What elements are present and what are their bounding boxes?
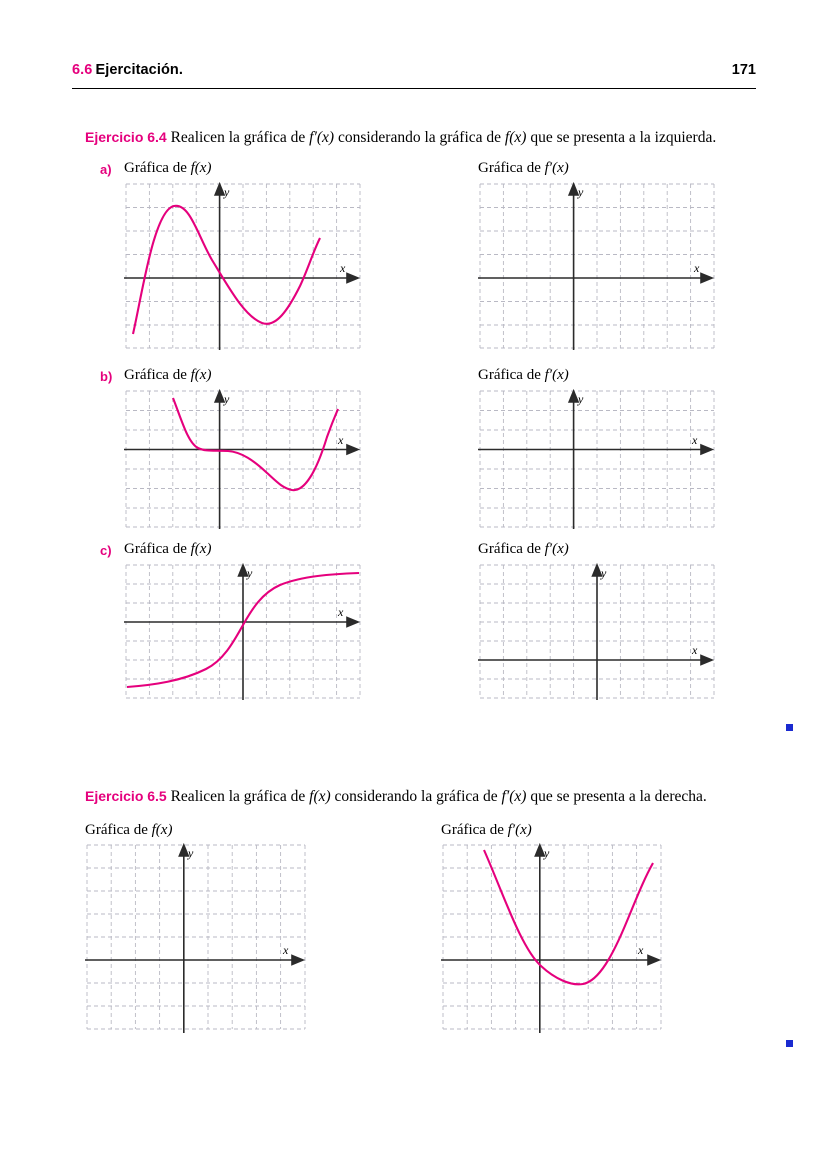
end-of-exercise-marker (786, 724, 793, 731)
caption-a-left (124, 160, 211, 177)
axis-label-x: x (338, 433, 344, 447)
caption-c-right (478, 541, 569, 558)
exercise-6-4-fn1: f′(x) (309, 129, 335, 146)
section-number: 6.6 (72, 62, 93, 78)
graph-c-fprime (478, 563, 716, 700)
exercise-6-5-fn2: f′(x) (501, 788, 527, 805)
exercise-6-4-fn2: f(x) (504, 129, 527, 146)
exercise-6-4-tag: Ejercicio 6.4 (85, 129, 167, 145)
caption-b-right (478, 367, 569, 384)
axis-label-x: x (692, 643, 698, 657)
axis-label-y: y (224, 392, 230, 406)
exercise-6-4-statement (85, 128, 716, 147)
exercise-6-5-text-pre: Realicen la gráfica de (166, 788, 310, 805)
exercise-6-5-tag: Ejercicio 6.5 (85, 788, 167, 804)
axis-label-y: y (224, 185, 230, 199)
axis-label-x: x (638, 943, 644, 957)
part-label-c: c) (100, 543, 112, 558)
part-label-a: a) (100, 162, 112, 177)
caption-b-right-pre: Gráfica de (478, 367, 545, 383)
axis-label-x: x (694, 261, 700, 275)
caption-a-left-pre: Gráfica de (124, 160, 191, 176)
caption-a-right-pre: Gráfica de (478, 160, 545, 176)
graph-a-fprime (478, 182, 716, 350)
page-number: 171 (731, 62, 756, 78)
caption-a-right-fn: f′(x) (544, 160, 569, 176)
caption-b-right-fn: f′(x) (544, 367, 569, 383)
caption-c-right-pre: Gráfica de (478, 541, 545, 557)
caption-65-right-fn: f′(x) (507, 822, 532, 838)
exercise-6-5-fn1: f(x) (309, 788, 331, 805)
caption-65-left (85, 822, 172, 839)
axis-label-x: x (692, 433, 698, 447)
axis-label-y: y (578, 392, 584, 406)
header-section (72, 62, 183, 78)
graph-65-fx (85, 843, 307, 1033)
graph-b-fx (124, 389, 362, 529)
page-header (72, 62, 756, 90)
caption-b-left-pre: Gráfica de (124, 367, 191, 383)
exercise-6-5-text-post: que se presenta a la derecha. (526, 788, 707, 805)
caption-c-left-fn: f(x) (190, 541, 212, 557)
caption-65-right-pre: Gráfica de (441, 822, 508, 838)
exercise-6-4-text-post: que se presenta a la izquierda. (526, 129, 717, 146)
graph-b-fprime (478, 389, 716, 529)
graph-65-fprime (441, 843, 663, 1033)
axis-label-y: y (601, 566, 607, 580)
part-label-b: b) (100, 369, 113, 384)
axis-label-x: x (283, 943, 289, 957)
caption-a-left-fn: f(x) (190, 160, 212, 176)
caption-c-left (124, 541, 211, 558)
section-title: Ejercitación. (95, 62, 183, 78)
caption-b-left (124, 367, 211, 384)
caption-b-left-fn: f(x) (190, 367, 212, 383)
axis-label-y: y (544, 846, 550, 860)
graph-c-fx (124, 563, 362, 700)
exercise-6-4-text-mid: considerando la gráfica de (334, 129, 505, 146)
axis-label-x: x (338, 605, 344, 619)
caption-c-left-pre: Gráfica de (124, 541, 191, 557)
caption-65-right (441, 822, 532, 839)
axis-label-y: y (247, 566, 253, 580)
axis-label-y: y (578, 185, 584, 199)
caption-c-right-fn: f′(x) (544, 541, 569, 557)
axis-label-x: x (340, 261, 346, 275)
end-of-exercise-marker (786, 1040, 793, 1047)
graph-a-fx (124, 182, 362, 350)
axis-label-y: y (188, 846, 194, 860)
exercise-6-5-statement (85, 787, 707, 806)
exercise-6-5-text-mid: considerando la gráfica de (330, 788, 502, 805)
caption-a-right (478, 160, 569, 177)
exercise-6-4-text-pre: Realicen la gráfica de (166, 129, 310, 146)
header-divider (72, 88, 756, 89)
caption-65-left-pre: Gráfica de (85, 822, 152, 838)
caption-65-left-fn: f(x) (151, 822, 173, 838)
